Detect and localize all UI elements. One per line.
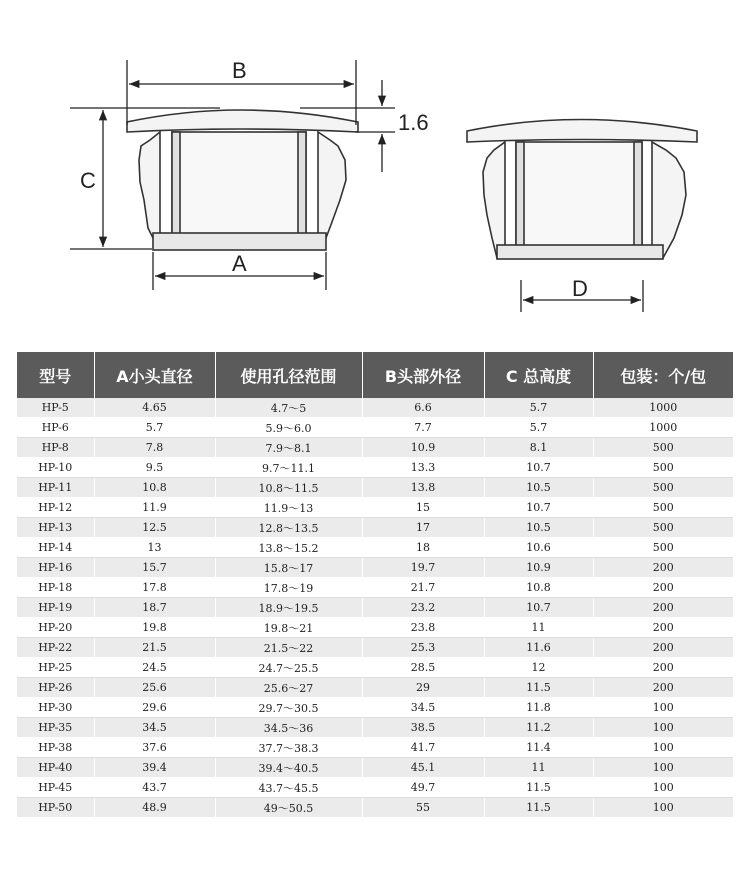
table-cell: 13.3 [362, 458, 484, 478]
table-cell: 28.5 [362, 658, 484, 678]
table-cell: HP-26 [17, 678, 94, 698]
label-c: C [80, 168, 96, 193]
table-cell: 11 [484, 618, 593, 638]
table-cell: 21.7 [362, 578, 484, 598]
table-cell: 29.6 [94, 698, 215, 718]
plug2-base [497, 245, 663, 259]
table-cell: 12 [484, 658, 593, 678]
table-cell: HP-45 [17, 778, 94, 798]
plug2-left-wall [516, 142, 524, 246]
table-cell: 5.7 [484, 418, 593, 438]
table-cell: 100 [593, 718, 733, 738]
table-cell: 10.5 [484, 518, 593, 538]
plug-side-view [127, 110, 358, 250]
spec-table [17, 352, 733, 818]
table-cell: 11.2 [484, 718, 593, 738]
table-row [17, 398, 733, 418]
table-cell: 4.65 [94, 398, 215, 418]
table-cell: 7.8 [94, 438, 215, 458]
table-cell: 45.1 [362, 758, 484, 778]
label-d: D [572, 276, 588, 301]
plug2-left-flank [483, 142, 505, 258]
table-row [17, 418, 733, 438]
table-cell: 43.7～45.5 [215, 778, 362, 798]
table-cell: HP-20 [17, 618, 94, 638]
table-cell: 34.5 [94, 718, 215, 738]
table-cell: 39.4 [94, 758, 215, 778]
table-cell: 500 [593, 458, 733, 478]
table-cell: 200 [593, 578, 733, 598]
table-cell: 13.8～15.2 [215, 538, 362, 558]
table-cell: 12.8～13.5 [215, 518, 362, 538]
table-row [17, 478, 733, 498]
table-cell: 10.8～11.5 [215, 478, 362, 498]
table-cell: 34.5～36 [215, 718, 362, 738]
table-row [17, 458, 733, 478]
table-row [17, 738, 733, 758]
table-cell: 13 [94, 538, 215, 558]
header-b-diameter: B头部外径 [362, 352, 484, 398]
table-cell: 11.5 [484, 678, 593, 698]
plug-right-flank [318, 132, 346, 238]
plug-right-wall [298, 132, 306, 235]
table-cell: 200 [593, 638, 733, 658]
table-cell: 17.8 [94, 578, 215, 598]
table-cell: 18 [362, 538, 484, 558]
table-cell: 100 [593, 698, 733, 718]
table-cell: HP-12 [17, 498, 94, 518]
table-cell: HP-10 [17, 458, 94, 478]
table-cell: HP-14 [17, 538, 94, 558]
table-row [17, 698, 733, 718]
table-cell: HP-19 [17, 598, 94, 618]
plug-side-view-installed [467, 120, 697, 260]
table-cell: 24.5 [94, 658, 215, 678]
table-cell: HP-30 [17, 698, 94, 718]
table-cell: 37.6 [94, 738, 215, 758]
table-cell: 500 [593, 538, 733, 558]
table-cell: 500 [593, 518, 733, 538]
table-row [17, 498, 733, 518]
header-package: 包装：个/包 [593, 352, 733, 398]
table-cell: 48.9 [94, 798, 215, 818]
plug-cap [127, 110, 358, 132]
table-row [17, 518, 733, 538]
table-cell: 15 [362, 498, 484, 518]
table-cell: 100 [593, 778, 733, 798]
table-cell: 38.5 [362, 718, 484, 738]
table-cell: HP-38 [17, 738, 94, 758]
table-cell: 37.7～38.3 [215, 738, 362, 758]
table-cell: 11.5 [484, 798, 593, 818]
table-cell: 49～50.5 [215, 798, 362, 818]
table-cell: HP-25 [17, 658, 94, 678]
plug2-cap [467, 120, 697, 143]
table-row [17, 758, 733, 778]
table-cell: 29 [362, 678, 484, 698]
table-cell: 6.6 [362, 398, 484, 418]
table-cell: 1000 [593, 418, 733, 438]
table-cell: HP-5 [17, 398, 94, 418]
table-cell: 11.8 [484, 698, 593, 718]
table-cell: 7.7 [362, 418, 484, 438]
table-cell: HP-11 [17, 478, 94, 498]
header-model: 型号 [17, 352, 94, 398]
table-row [17, 578, 733, 598]
plug2-right-wall [634, 142, 642, 246]
table-cell: 23.2 [362, 598, 484, 618]
table-cell: 18.7 [94, 598, 215, 618]
table-cell: 10.7 [484, 498, 593, 518]
plug-body [172, 132, 306, 235]
table-cell: 10.9 [362, 438, 484, 458]
table-cell: 500 [593, 438, 733, 458]
table-cell: 5.7 [484, 398, 593, 418]
table-cell: 17 [362, 518, 484, 538]
table-cell: 10.5 [484, 478, 593, 498]
table-cell: 11 [484, 758, 593, 778]
table-cell: 19.8 [94, 618, 215, 638]
table-row [17, 438, 733, 458]
table-cell: 100 [593, 758, 733, 778]
table-cell: HP-35 [17, 718, 94, 738]
table-row [17, 798, 733, 818]
table-row [17, 598, 733, 618]
table-cell: 25.3 [362, 638, 484, 658]
table-cell: 55 [362, 798, 484, 818]
table-cell: 10.8 [94, 478, 215, 498]
table-cell: 1000 [593, 398, 733, 418]
table-cell: 15.7 [94, 558, 215, 578]
table-cell: 9.5 [94, 458, 215, 478]
table-cell: 15.8～17 [215, 558, 362, 578]
table-row [17, 538, 733, 558]
table-cell: 200 [593, 658, 733, 678]
header-a-diameter: A小头直径 [94, 352, 215, 398]
table-row [17, 678, 733, 698]
table-cell: 39.4～40.5 [215, 758, 362, 778]
table-cell: 25.6 [94, 678, 215, 698]
table-cell: HP-40 [17, 758, 94, 778]
table-cell: 25.6～27 [215, 678, 362, 698]
header-hole-range: 使用孔径范围 [215, 352, 362, 398]
table-cell: HP-50 [17, 798, 94, 818]
table-cell: 49.7 [362, 778, 484, 798]
table-cell: 7.9～8.1 [215, 438, 362, 458]
plug2-body [516, 142, 642, 246]
table-cell: 34.5 [362, 698, 484, 718]
table-cell: 11.5 [484, 778, 593, 798]
table-cell: 19.7 [362, 558, 484, 578]
table-cell: 29.7～30.5 [215, 698, 362, 718]
table-cell: HP-6 [17, 418, 94, 438]
table-row [17, 558, 733, 578]
table-cell: 12.5 [94, 518, 215, 538]
table-cell: 500 [593, 478, 733, 498]
table-cell: HP-13 [17, 518, 94, 538]
table-cell: 5.9～6.0 [215, 418, 362, 438]
table-cell: 13.8 [362, 478, 484, 498]
table-cell: 100 [593, 738, 733, 758]
table-cell: 200 [593, 598, 733, 618]
table-cell: HP-18 [17, 578, 94, 598]
table-cell: 10.9 [484, 558, 593, 578]
plug-left-flank [139, 132, 160, 238]
table-cell: 24.7～25.5 [215, 658, 362, 678]
table-row [17, 658, 733, 678]
table-row [17, 638, 733, 658]
table-row [17, 718, 733, 738]
table-cell: HP-8 [17, 438, 94, 458]
table-cell: 10.6 [484, 538, 593, 558]
table-row [17, 778, 733, 798]
header-c-height: C 总高度 [484, 352, 593, 398]
table-cell: 11.9 [94, 498, 215, 518]
table-cell: 19.8～21 [215, 618, 362, 638]
table-cell: 10.7 [484, 458, 593, 478]
table-body [17, 398, 733, 818]
table-row [17, 618, 733, 638]
table-cell: HP-16 [17, 558, 94, 578]
table-cell: 11.4 [484, 738, 593, 758]
label-thickness: 1.6 [398, 110, 429, 135]
table-cell: 41.7 [362, 738, 484, 758]
table-cell: 200 [593, 558, 733, 578]
table-cell: 11.9～13 [215, 498, 362, 518]
plug-left-wall [172, 132, 180, 235]
technical-drawing [0, 0, 750, 350]
label-b: B [232, 58, 247, 83]
table-cell: 17.8～19 [215, 578, 362, 598]
table-cell: 23.8 [362, 618, 484, 638]
table-cell: 10.7 [484, 598, 593, 618]
table-cell: 200 [593, 618, 733, 638]
table-cell: 4.7～5 [215, 398, 362, 418]
table-cell: 43.7 [94, 778, 215, 798]
plug2-right-flank [652, 142, 686, 258]
table-cell: 18.9～19.5 [215, 598, 362, 618]
table-cell: 21.5～22 [215, 638, 362, 658]
table-cell: 100 [593, 798, 733, 818]
label-a: A [232, 251, 247, 276]
table-cell: 8.1 [484, 438, 593, 458]
plug-base [153, 233, 326, 250]
table-cell: 10.8 [484, 578, 593, 598]
table-cell: 21.5 [94, 638, 215, 658]
table-cell: 5.7 [94, 418, 215, 438]
table-cell: 9.7～11.1 [215, 458, 362, 478]
table-header-row [17, 352, 733, 398]
table-cell: 11.6 [484, 638, 593, 658]
table-cell: HP-22 [17, 638, 94, 658]
table-cell: 500 [593, 498, 733, 518]
table-cell: 200 [593, 678, 733, 698]
